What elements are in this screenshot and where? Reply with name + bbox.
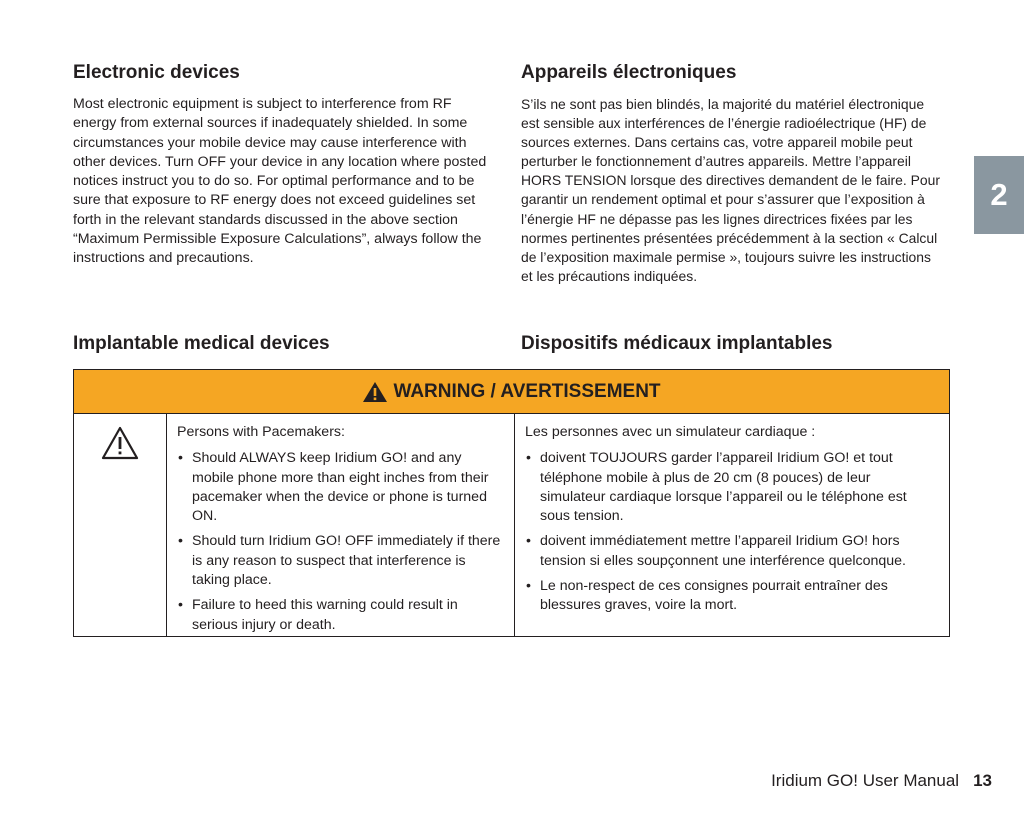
warning-cell-french: [515, 414, 949, 636]
french-column: [521, 60, 946, 286]
footer-title: Iridium GO! User Manual: [771, 771, 960, 790]
warning-table: [73, 369, 950, 637]
subheading-implantable-devices: Implantable medical devices: [73, 333, 330, 354]
list-item: • Le non-respect de ces consignes pourrait entraîner des blessures graves, voire la mort.: [525, 577, 939, 616]
warning-icon-cell: [74, 414, 167, 636]
english-column: [73, 60, 498, 269]
warning-list-french: [525, 449, 939, 615]
list-item: • Should ALWAYS keep Iridium GO! and any mobile phone more than eight inches from their pacemaker when the device or phone is turned ON.: [177, 449, 504, 526]
warning-outline-icon: [101, 426, 139, 460]
warning-row: [74, 414, 949, 636]
warning-triangle-icon: [362, 381, 388, 403]
subheading-french-wrap: [521, 331, 832, 357]
list-item: • Should turn Iridium GO! OFF immediately if there is any reason to suspect that interference is taking place.: [177, 532, 504, 590]
section-heading-appareils-electroniques: Appareils électroniques: [521, 62, 737, 83]
section-body-french: S’ils ne sont pas bien blindés, la majorité du matériel électronique est sensible aux interférences de l’énergie radioélectrique (HF) de sources externes. Dans certains cas, votre appareil mobile peut perturber le fonctionnement d’autres appareils. Mettre l’appareil HORS TENSION lorsque des directives demandent de le faire. Pour garantir un rendement optimal et pour s’assurer que l’exposition à l’énergie HF ne dépasse pas les lignes directrices fixées par les normes pertinentes présentées précédemment à la section « Calcul de l’exposition maximale permise », toujours suivre les instructions et les précautions indiquées.: [521, 96, 940, 284]
page-number: 13: [973, 771, 992, 790]
list-item: • doivent TOUJOURS garder l’appareil Iridium GO! et tout téléphone mobile à plus de 20 cm (8 pouces) de leur simulateur cardiaque lorsque l’appareil ou le téléphone est sous tension.: [525, 449, 939, 526]
warning-header: [74, 370, 949, 414]
warning-intro-english: Persons with Pacemakers:: [177, 424, 345, 440]
section-body-english: Most electronic equipment is subject to interference from RF energy from external sources if inadequately shielded. In some circumstances your mobile device may cause interference with other devices. Turn OFF your device in any location where posted notices instruct you to do so. For optimal performance and to be sure that exposure to RF energy does not exceed guidelines set forth in the relevant standards discussed in the above section “Maximum Permissible Exposure Calculations”, always follow the instructions and precautions.: [73, 96, 487, 267]
subheading-dispositifs-implantables: Dispositifs médicaux implantables: [521, 333, 833, 354]
warning-cell-english: [167, 414, 515, 636]
warning-intro-french: Les personnes avec un simulateur cardiaque :: [525, 424, 816, 440]
page-footer: [771, 771, 992, 791]
warning-list-english: [177, 449, 504, 635]
list-item: • doivent immédiatement mettre l’appareil Iridium GO! hors tension si elles soupçonnent une interférence quelconque.: [525, 532, 939, 571]
chapter-tab: 2: [974, 156, 1024, 234]
list-item: • Failure to heed this warning could result in serious injury or death.: [177, 596, 504, 635]
warning-title: WARNING / AVERTISSEMENT: [393, 380, 661, 402]
subheading-english-wrap: [73, 331, 330, 357]
section-heading-electronic-devices: Electronic devices: [73, 62, 240, 83]
